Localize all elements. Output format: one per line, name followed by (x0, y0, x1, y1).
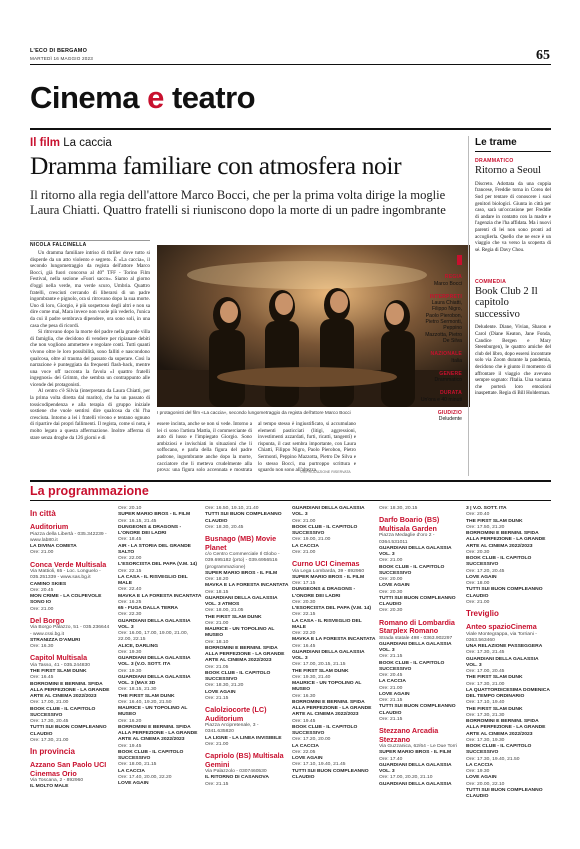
film-title: ALICE, DARLING (118, 643, 159, 649)
cinema-name: Anteo spazioCinema (466, 622, 537, 631)
showtimes: Ore: 17.00, 21.00 (30, 700, 69, 706)
listing-column (118, 506, 202, 841)
photo-caption: I protagonisti del film «La caccia», secondo lungometraggio da regista dell'attore Marco Bocci (157, 410, 351, 415)
sidebar-divider (468, 136, 469, 476)
showtimes: Ore: 22.20 (292, 631, 316, 636)
cinema-name: Capitol Multisala (30, 653, 88, 663)
film-title: BORROMINI E BERNINI. SFIDA ALLA PERFEZIONE - LA GRANDE ARTE AL CINEMA 2022/2023 (30, 681, 110, 699)
film-title: BOOK CLUB - IL CAPITOLO SUCCESSIVO (118, 749, 184, 761)
showtimes: Ore: 18.15 (205, 589, 229, 595)
cinema-name: Azzano San Paolo UCI Cinemas Orio (30, 760, 107, 778)
showtimes: Ore: 17.00, 20.45 (466, 669, 505, 674)
showtimes: Ore: 20.30 (292, 599, 316, 605)
article-column-2-text: essere incinta, anche se non si vede. Intorno a lei ci sono l'artista Mattia, il commerciante di auto di lusso e l'impiegato Giorgio. Sono ambiziosi e invischiati in situazioni che li soffocano, e parla della figura del padre padrone, ingombrante anche dopo la morte, cacciatore che li metteva crudelmente alla prova: una figura solo accennata e mostrata (157, 421, 252, 474)
programming-title-rule (30, 500, 551, 501)
cinema-name: Romano di Lombardia Starplex Romano (379, 617, 455, 635)
showtimes: Ore: 17.30, 21.00 (30, 737, 69, 743)
film-title: GUARDIANI DELLA GALASSIA VOL. 3 (292, 649, 365, 661)
showtimes: Ore: 17.00, 20.20, 21.10 (379, 775, 433, 781)
cinema-name: Darfo Boario (BS) Multisala Garden (379, 515, 440, 533)
publication-header (30, 48, 93, 62)
film-facts: REGIA Marco Bocci INTERPRETI Laura Chiatti, Filippo Nigro, Paolo Pierobon, Pietro Sermonti, Peppino Mazzotta, Pietro De Silva NAZIONALE Italia GENERE Drammatico DURATA Un'ora e 40 minuti GIUDIZIO Deludente (420, 255, 462, 423)
film-title: UNA RELAZIONE PASSEGGERA (466, 644, 543, 649)
cinema-address: 0363.563460 (466, 637, 495, 643)
cinema-address: Via Palazzolo - 0307460530 (205, 769, 267, 774)
film-title: TUTTI SUI BUON COMPLEANNO CLAUDIO (466, 787, 543, 799)
showtimes: Ore: 18.15, 21.30 (118, 687, 157, 693)
film-title: SUPER MARIO BROS - IL FILM (118, 512, 191, 518)
showtimes: Ore: 21.15 (379, 716, 403, 722)
film-title: LOVE AGAIN (379, 691, 410, 697)
film-title: GUARDIANI DELLA GALASSIA VOL. 3 (466, 656, 539, 668)
showtimes: Ore: 21.00 (205, 741, 229, 747)
copyright-note: ©RIPRODUZIONE RISERVATA (300, 470, 351, 474)
showtimes: Ore: 21.15 (379, 654, 403, 660)
film-title: GUARDIANI DELLA GALASSIA VOL. 3 (292, 506, 365, 518)
cinema-name: Del Borgo (30, 615, 65, 625)
article-headline: Dramma familiare con atmosfera noir (30, 151, 402, 180)
showtimes: Ore: 17.30, 21.30 (466, 712, 505, 718)
film-title: THE FIRST SLAM DUNK (466, 518, 523, 524)
showtimes: Ore: 21.00 (205, 620, 229, 626)
showtimes: Ore: 20.40 (466, 512, 490, 518)
film-title: TUTTI SUI BUON COMPLEANNO CLAUDIO (379, 704, 456, 716)
cinema-name: Calolziocorte (LC) Auditorium (205, 705, 267, 723)
cinema-name: Auditorium (30, 522, 69, 531)
sidebar-title-rule (475, 151, 551, 152)
sidebar-item-title: Ritorno a Seoul (475, 165, 541, 177)
cinema-address: 035.251339 - www.sas.bg.it (30, 575, 91, 581)
header-rule (30, 64, 551, 65)
showtimes: Ore: 18.10 (205, 639, 229, 645)
film-title: BORROMINI E BERNINI. SFIDA ALLA PERFEZIONE - LA GRANDE ARTE AL CINEMA 2022/2023 (205, 645, 285, 664)
film-title: TUTTI SUI BUON COMPLEANNO CLAUDIO (205, 512, 282, 524)
showtimes: Ore: 18.00, 21.05 (205, 608, 244, 614)
showtimes: Ore: 16.45 (292, 643, 316, 649)
showtimes: Ore: 19.00, 21.00 (292, 537, 331, 543)
listing-column (466, 506, 550, 841)
cinema-name: Curno UCI Cinemas (292, 559, 360, 568)
film-title: IL MOLTO MALE (30, 784, 69, 790)
showtimes: Ore: 21.00 (30, 550, 54, 556)
film-title: GUARDIANI DELLA GALASSIA VOL. 3 (MAX 3D (118, 674, 191, 686)
showtimes: Ore: 17.30, 21.45 (466, 650, 505, 656)
film-title: SUPER MARIO BROS - IL FILM (292, 574, 365, 580)
film-title: LA CASA - IL RISVEGLIO DEL MALE (292, 618, 362, 630)
film-title: LA CACCIA (292, 543, 319, 549)
film-title: TUTTI SUI BUON COMPLEANNO CLAUDIO (466, 587, 543, 599)
showtimes: Ore: 18.00, 21.15 (118, 762, 157, 768)
film-title: BORROMINI E BERNINI. SFIDA ALLA PERFEZIONE - LA GRANDE ARTE AL CINEMA 2022/2023 (466, 719, 546, 737)
film-title: 65 - FUGA DALLA TERRA (118, 606, 178, 611)
sidebar-title: Le trame (475, 137, 517, 148)
showtimes: Ore: 17.30, 21.00 (466, 681, 505, 687)
film-title: LA QUATTORDICESIMA DOMENICA DEL TEMPO ORDINARIO (466, 687, 550, 699)
film-title: MAVKA E LA FORESTA INCANTATA (292, 637, 376, 643)
cinema-address: - www.cssi.bg.it (30, 631, 65, 637)
film-title: BOOK CLUB - IL CAPITOLO SUCCESSIVO (205, 670, 271, 682)
showtimes: Ore: 21.15 (205, 695, 229, 701)
film-title: BOOK CLUB - IL CAPITOLO SUCCESSIVO (466, 556, 532, 568)
showtimes: Ore: 17.40, 20.00, 22.20 (118, 774, 172, 780)
cinema-address: 0341.635820 (205, 729, 234, 735)
film-title: GUARDIANI DELLA GALASSIA VOL. 3 (379, 545, 452, 557)
cinema-address: 0364.531011 (379, 539, 408, 545)
showtimes: Ore: 20.00 (379, 577, 403, 582)
film-title: BOOK CLUB - IL CAPITOLO SUCCESSIVO (30, 706, 96, 718)
film-title: LA DIVINA COMETA (30, 544, 77, 549)
showtimes: Ore: 21.00 (30, 606, 54, 612)
film-title: THE FIRST SLAM DUNK (118, 693, 175, 699)
showtimes: Ore: 17.15 (292, 581, 316, 586)
showtimes: Ore: 16.40, 19.20, 21.50 (118, 699, 172, 705)
film-title: CAMINO SKIES (30, 581, 67, 587)
showtimes: Ore: 18.00 (466, 581, 490, 586)
article-byline: NICOLA FALCINELLA (30, 242, 87, 248)
region-heading: In provincia (30, 747, 75, 756)
film-title: MON CRIME - LA COLPEVOLE SONO IO (30, 594, 102, 606)
film-title: LA CACCIA (118, 768, 145, 774)
cinema-address: Viale Montegrappa, via Torriani - (466, 631, 537, 637)
showtimes: Ore: 20.30 (466, 549, 490, 555)
cinema-name: Conca Verde Multisala (30, 559, 107, 569)
showtimes: Ore: 19.30 (118, 668, 142, 674)
showtimes: Ore: 18.30, 20.45 (205, 524, 244, 530)
film-title: LOVE AGAIN (466, 775, 497, 781)
showtimes: Ore: 22.40 (118, 587, 142, 593)
showtimes: Ore: 16.50, 19.10, 21.40 (205, 506, 259, 511)
facts-marker (457, 255, 462, 265)
film-title: L'ESORCISTA DEL PAPA (V.M. 14) (118, 562, 197, 568)
showtimes: Ore: 19.30, 21.40 (292, 674, 331, 680)
showtimes: Ore: 22.00 (118, 556, 142, 561)
showtimes: Ore: 21.00 (466, 599, 490, 605)
showtimes: Ore: 17.30, 20.45 (30, 719, 69, 724)
cinema-address: Via Lega Lombarda, 39 - 892960 (292, 568, 365, 574)
page-number: 65 (536, 48, 550, 63)
film-title: BORROMINI E BERNINI. SFIDA ALLA PERFEZIONE - LA GRANDE ARTE AL CINEMA 2022/2023 (118, 724, 198, 743)
cinema-address: Via Borgo Palazzo, 51 - 035.236644 (30, 625, 110, 631)
showtimes: Ore: 21.15 (205, 781, 229, 787)
listing-column (30, 506, 114, 841)
film-title: SUPER MARIO BROS - IL FILM (205, 570, 278, 576)
film-title: TUTTI SUI BUON COMPLEANNO CLAUDIO (30, 725, 107, 737)
film-title: MAVKA E LA FORESTA INCANTATA (118, 593, 202, 599)
showtimes: Ore: 17.40 (379, 756, 403, 762)
showtimes: Ore: 16.25 (118, 599, 142, 605)
region-heading: In città (30, 509, 56, 518)
film-title: 3 | V.O. SOTT. ITA (466, 506, 507, 511)
showtimes: Ore: 17.00, 20.15, 21.15 (292, 662, 346, 668)
film-title: IL RITORNO DI CASANOVA (205, 775, 269, 781)
film-title: BORROMINI E BERNINI. SFIDA ALLA PERFEZIONE - LA GRANDE ARTE AL CINEMA 2022/2023 (466, 531, 546, 549)
film-title: LA CACCIA (292, 743, 319, 749)
showtimes: Ore: 16.45 (30, 675, 54, 681)
listing-column (205, 506, 289, 841)
cinema-name: Capriolo (BS) Multisala Gemini (205, 751, 284, 769)
listing-column (379, 506, 463, 841)
showtimes: Ore: 18.45 (118, 537, 142, 543)
showtimes: Ore: 18.30, 20.15 (379, 506, 418, 511)
showtimes: Ore: 19.30 (466, 769, 490, 774)
showtimes: Ore: 18.20 (205, 577, 229, 582)
film-title: L'ESORCISTA DEL PAPA (V.M. 14) (292, 606, 371, 611)
showtimes: Ore: 20.30 (379, 608, 403, 614)
article-column-3: al tempo stesso è ingiustificato, si accumulano elementi pasticciati (litigi, aggressioni, investimenti azzardati, furti, ricatti, tangenti) e rispunta, il cast sembra importante, con Laura Chiatti, Filippo Nigro, Paolo Pierobon, Pietro Sermonti, Peppino Mazzotta, Pietro De Silva e lo stesso Bocci, ma purtroppo scrittura e sguardo non sono all'altezza. (258, 421, 356, 474)
showtimes: Ore: 16.15, 21.45 (118, 518, 157, 524)
film-title: BOOK CLUB - IL CAPITOLO SUCCESSIVO (292, 524, 358, 536)
cinema-address: Via Tasso, 41 - 035.244830 (30, 662, 90, 668)
cinema-address: Via Mattioli, 65 - Loc. Longuelo - (30, 569, 101, 574)
showtimes: Ore: 17.10, 19.40, 21.45 (292, 762, 346, 768)
showtimes: Ore: 17.20, 20.45 (466, 568, 505, 574)
film-title: LOVE AGAIN (379, 583, 410, 589)
cinema-address: Piazza Arcipretenale, 3 - (205, 723, 259, 728)
section-title: Cinema e teatro (30, 80, 256, 115)
showtimes: Ore: 22.30 (118, 612, 142, 618)
cinema-address: Via Guzzanica, 62/64 - Le Due Torri (379, 744, 458, 749)
sidebar-le-trame: Le trame DRAMMATICO Ritorno a Seoul Discreto. Adottata da una coppia francese, Freddie torna in Corea del Sud per tentare di conoscere i suoi genitori biologici. Giunta in città per caso, sarà un'occasione per Freddie di andare in contatto con la madre e l'agenzia che l'ha affidata. Ma i nuovi parenti di lei non sono pronti ad accoglierla. Quello che ne esce è un viaggio che va verso la scoperta di sé. Regia di Davy Chou. COMMEDIA Book Club 2 Il capitolo successivo Deludente. Diane, Vivian, Sharon e Carol (Diane Keaton, Jane Fonda, Candice Bergen e Mary Steenburgen), le quattro amiche del club del libro, dopo essersi incontrate solo via Zoom durante la pandemia, decidono che è giunto il momento di affrontare il viaggio che avevano sempre sognato: l'Italia. Una vacanza che porterà loro emozioni inaspettate. Regia di Bill Holderman. (475, 137, 551, 397)
film-title: LOVE AGAIN (466, 574, 497, 580)
film-title: MAURICE - UN TOPOLINO AL MUSEO (118, 706, 188, 718)
showtimes: Ore: 17.50, 21.20 (466, 524, 505, 530)
cinema-name: Busnago (MB) Movie Planet (205, 534, 277, 552)
film-title: LOVE AGAIN (205, 689, 236, 695)
film-title: AIR - LA STORIA DEL GRANDE SALTO (118, 543, 191, 555)
film-title: LOVE AGAIN (118, 781, 149, 786)
showtimes: Ore: 19.45 (118, 743, 142, 749)
cinema-address: Strada statale 498 - 0363.902297 (379, 635, 453, 641)
showtimes: Ore: 16.20 (118, 718, 142, 724)
showtimes: Ore: 20.30 (379, 589, 403, 595)
showtimes: Ore: 22.05 (292, 749, 316, 755)
cinema-address: Piazza della Libertà - 035.342239 - (30, 531, 107, 537)
cinema-address: (programmazione) (205, 564, 246, 570)
film-title: BOOK CLUB - IL CAPITOLO SUCCESSIVO (379, 660, 445, 672)
film-title: DUNGEONS & DRAGONS - L'ONORE DEI LADRI (118, 524, 182, 536)
showtimes: Ore: 20.45 (30, 587, 54, 593)
film-title: GUARDIANI DELLA GALASSIA VOL. 3 (V.O. SOTT. ITA (118, 656, 191, 668)
cinema-address: Piazza Medaglie d'oro 2 - (379, 533, 435, 539)
film-title: MAVKA E LA FORESTA INCANTATA (205, 583, 289, 589)
film-title: THE FIRST SLAM DUNK (466, 675, 523, 681)
cinema-address: Via Toscana, 2 - 892960 (30, 778, 84, 783)
showtimes: Ore: 22.15 (292, 612, 316, 618)
showtimes: Ore: 21.00 (292, 518, 316, 524)
publication-name: L'ECO DI BERGAMO (30, 48, 88, 54)
film-title: MAURICE - UN TOPOLINO AL MUSEO (292, 681, 362, 693)
film-title: THE FIRST SLAM DUNK (30, 669, 87, 674)
film-title: TUTTI SUI BUON COMPLEANNO CLAUDIO (379, 595, 456, 607)
film-title: LA LIGNE - LA LINEA INVISIBILE (205, 735, 282, 741)
article-deck: Il ritorno alla regia dell'attore Marco Bocci, che per la prima volta dirige la moglie Laura Chiatti. Quattro fratelli si riuniscono dopo la morte di un padre ingombrante (30, 188, 446, 217)
showtimes: Ore: 16.30 (292, 693, 316, 699)
film-title: LA CASA - IL RISVEGLIO DEL MALE (118, 574, 188, 586)
showtimes: Ore: 16.30 (30, 644, 54, 649)
film-title: THE FIRST SLAM DUNK (292, 668, 349, 674)
showtimes: Ore: 21.15 (379, 698, 403, 703)
film-title: STRANIZZA D'AMURI (30, 637, 81, 643)
cinema-name: Stezzano Arcadia Stezzano (379, 726, 439, 744)
film-title: GUARDIANI DELLA GALASSIA VOL. 3 ATMOS (205, 595, 278, 607)
section-rule (30, 128, 551, 130)
article-kicker: Il film La caccia (30, 137, 112, 149)
listing-column (292, 506, 376, 841)
cinema-address: www.lab80.it (30, 537, 58, 543)
film-title: GUARDIANI DELLA GALASSIA VOL. 3 (118, 618, 191, 630)
article-column-1: Un dramma familiare intriso di thriller dove tutto si disperde da un atto violento e segreto. È «La caccia», il secondo lungometraggio da regista dell'attore Marco Bocci, già fuori concorso al 40° TFF - Torino Film Festival, nella sezione «Fuori sacco». Siamo al giorno d'oggi nella verde, ma verde scuro, Umbria. Quattro fratelli, cresciuti cercando di liberarsi di un padre ingombrante e pignolo, ora si ritrovano dopo la sua morte. Uno di loro, Giorgio, è più sospettoso degli altri e non sa dire come mai, Mara invece non vuole più vederlo, l'unica da cui il padre sembrava dipendere, ora sono soli, in una casa che pesa di ricordi. Si ritrovano dopo la morte del padre nella grande villa di famiglia, che decidono di vendere per ripianare debiti che non vogliono ammettere e regolare conti. Tutti quanti vivono oltre le loro possibilità, sono falliti e nascondono qualcosa, oltre al trauma del passato da superare. Così la narrazione è punteggiata da frequenti flash-back, mentre una voce off racconta la favola «I quattro fratelli ingegnosi» dei Grimm, che sembra un contrappunto alle vicende dei protagonisti. Al centro c'è Silvia (interpretata da Laura Chiatti, per la prima volta diretta dal marito), che ha un passato di tossicodipendenza e alla terapia di gruppo iniziale sostiene che vuole sentirsi dire qualcosa da chi l'ha cresciuta. Intorno a lei i fratelli vivono e tentano ognuno di ripartire dai propri fallimenti. Il regista, come si nota, è molto legato a questa affermazione. Inoltre afferma di stare senza droghe da 126 giorni e di (30, 250, 150, 441)
film-title: DUNGEONS & DRAGONS - L'ONORE DEI LADRI (292, 587, 356, 599)
showtimes: Ore: 22.15 (118, 568, 142, 574)
film-title: BOOK CLUB - IL CAPITOLO SUCCESSIVO (379, 564, 445, 576)
showtimes: Ore: 16.00, 17.00, 19.00, 21.00, 22.00, 22.15 (118, 631, 189, 643)
film-title: LOVE AGAIN (292, 756, 323, 761)
showtimes: Ore: 20.45 (379, 673, 403, 678)
programming-rule (30, 480, 551, 482)
region-heading: Treviglio (466, 609, 499, 618)
byline-rule (30, 240, 150, 241)
sidebar-item-title: Book Club 2 Il capitolo successivo (475, 285, 538, 320)
programming-title: La programmazione (30, 484, 149, 498)
film-title: BOOK CLUB - IL CAPITOLO SUCCESSIVO (292, 724, 358, 736)
film-title: LA CACCIA (379, 679, 406, 685)
showtimes: Ore: 21.00 (379, 558, 403, 564)
film-title: THE FIRST SLAM DUNK (466, 706, 523, 712)
film-title: GUARDIANI DELLA GALASSIA (379, 781, 452, 787)
showtimes: Ore: 17.30, 19.40, 21.50 (466, 756, 520, 762)
film-title: THE FIRST SLAM DUNK (205, 614, 262, 620)
film-title: GUARDIANI DELLA GALASSIA VOL. 3 (379, 762, 452, 774)
film-title: MAURICE - UN TOPOLINO AL MUSEO (205, 627, 275, 639)
showtimes: Ore: 17.20, 20.00 (292, 737, 331, 743)
showtimes: Ore: 21.00 (379, 685, 403, 691)
cinema-address: 039.695182 (prto) - 039.6956516 (205, 558, 278, 564)
showtimes: Ore: 19.45 (292, 718, 316, 724)
showtimes: Ore: 17.10, 19.40 (466, 700, 505, 706)
cinema-address: c/o Centro Commerciale Il Globo - (205, 552, 280, 557)
showtimes: Ore: 20.00, 22.10 (466, 781, 505, 787)
film-title: SUPER MARIO BROS - IL FILM (379, 750, 452, 756)
showtimes: Ore: 21.05 (205, 664, 229, 670)
film-title: BOOK CLUB - IL CAPITOLO SUCCESSIVO (466, 744, 532, 756)
showtimes: Ore: 20.10 (118, 506, 142, 511)
showtimes: Ore: 18.30, 21.20 (205, 683, 244, 689)
film-title: BORROMINI E BERNINI. SFIDA ALLA PERFEZIONE - LA GRANDE ARTE AL CINEMA 2022/2023 (292, 699, 372, 718)
film-title: LA CACCIA (466, 762, 493, 768)
showtimes: Ore: 17.30, 19.30 (466, 737, 505, 743)
film-title: GUARDIANI DELLA GALASSIA VOL. 3 (379, 641, 452, 653)
publication-date: MARTEDÌ 16 MAGGIO 2023 (30, 56, 94, 61)
showtimes: Ore: 19.30 (118, 649, 142, 655)
film-title: TUTTI SUI BUON COMPLEANNO CLAUDIO (292, 768, 369, 780)
showtimes: Ore: 21.00 (292, 549, 316, 555)
